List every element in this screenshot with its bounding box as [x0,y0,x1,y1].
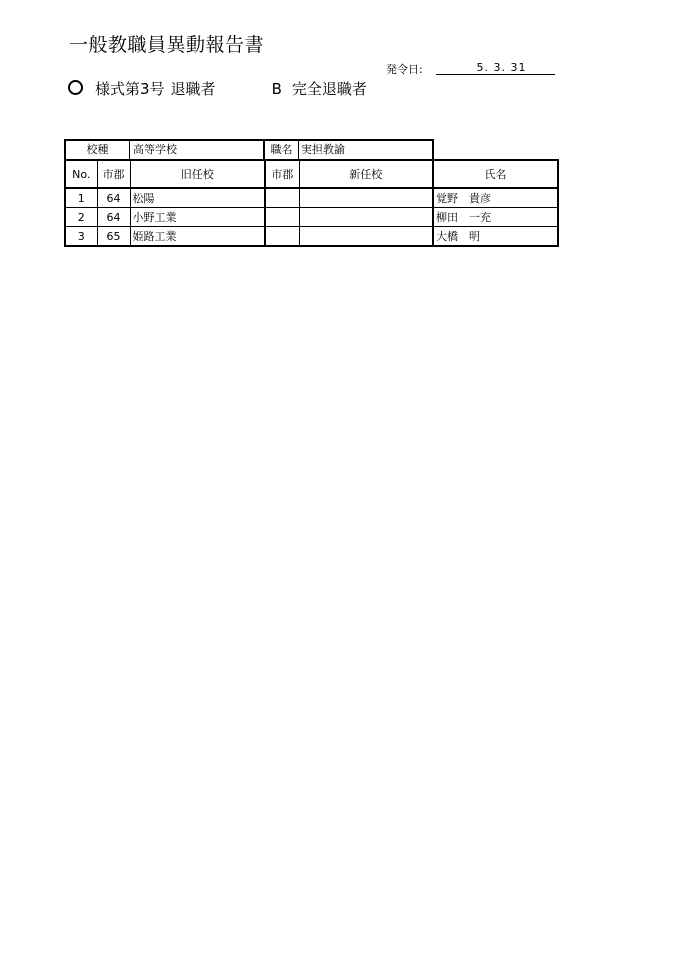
circle-icon [68,80,83,95]
row-city-old: 64 [97,208,130,227]
row-no: 3 [65,227,97,247]
row-no: 2 [65,208,97,227]
table-row [65,208,558,227]
position-label: 職名 [265,141,299,159]
document-title: 一般教職員異動報告書 [69,34,265,56]
row-old-school: 姫路工業 [130,227,265,247]
form-line [68,78,367,99]
row-new-school [299,208,433,227]
header-row [64,139,434,159]
row-new-school [299,188,433,208]
table-row [65,188,558,208]
table-row [65,227,558,247]
column-header-name: 氏名 [433,160,558,188]
issue-date-value: 5. 3. 31 [436,61,555,75]
column-header-city-old: 市郡 [97,160,130,188]
form-category: 退職者 [170,80,216,98]
row-name: 柳田 一充 [433,208,558,227]
table-header-row [65,160,558,188]
form-number: 様式第3号 [95,80,165,98]
row-no: 1 [65,188,97,208]
row-new-school [299,227,433,247]
row-name: 大橋 明 [433,227,558,247]
row-old-school: 小野工業 [130,208,265,227]
row-name: 覚野 貴彦 [433,188,558,208]
column-header-no: No. [65,160,97,188]
row-old-school: 松陽 [130,188,265,208]
row-city-old: 64 [97,188,130,208]
school-type-value: 高等学校 [130,141,265,159]
school-type-label: 校種 [66,141,130,159]
transfer-table [64,159,559,247]
category-name: 完全退職者 [291,80,367,98]
column-header-old-school: 旧任校 [130,160,265,188]
row-city-new [265,208,299,227]
row-city-new [265,188,299,208]
column-header-new-school: 新任校 [299,160,433,188]
issue-date-label: 発令日: [386,63,423,76]
category-code: B [271,80,282,98]
row-city-old: 65 [97,227,130,247]
column-header-city-new: 市郡 [265,160,299,188]
row-city-new [265,227,299,247]
position-value: 実担教諭 [301,143,345,156]
